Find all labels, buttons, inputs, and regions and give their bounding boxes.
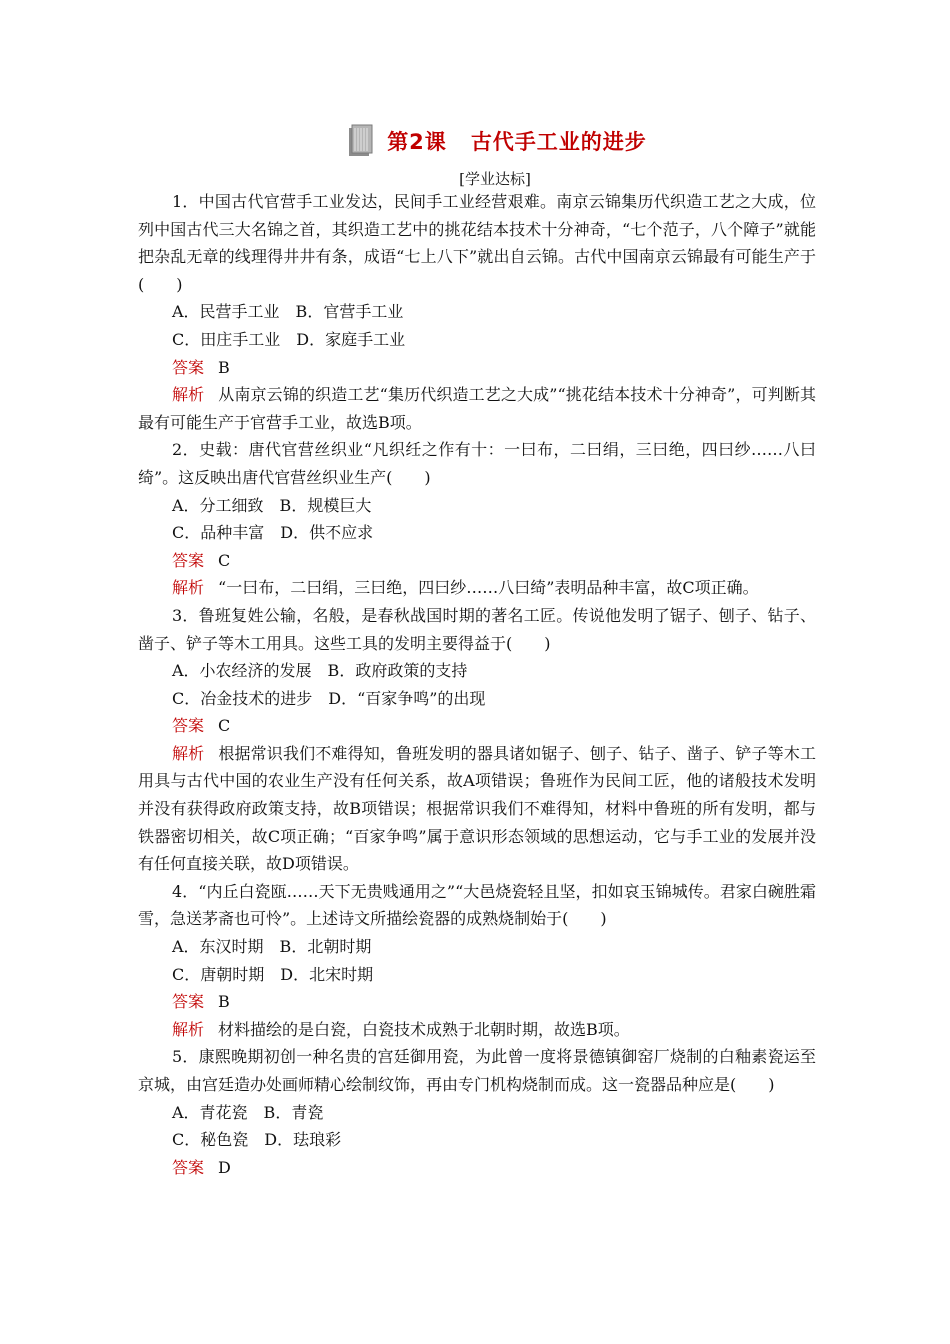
answer-value: B: [218, 357, 230, 377]
question-options: C．秘色瓷 D．珐琅彩: [172, 1130, 342, 1150]
question-options: C．田庄手工业 D．家庭手工业: [172, 329, 406, 349]
page-title: [387, 126, 647, 156]
analysis-label: 解析: [172, 743, 205, 763]
analysis-line: [138, 381, 816, 436]
question-options: A．小农经济的发展 B．政府政策的支持: [172, 661, 468, 681]
answer-label: 答案: [172, 357, 205, 377]
analysis-line: [138, 574, 816, 602]
answer-value: B: [218, 992, 230, 1012]
answer-line: [138, 354, 816, 382]
analysis-text: 根据常识我们不难得知，鲁班发明的器具诸如锯子、刨子、钻子、凿子、铲子等木工用具与古代中国的农业生产没有任何关系，故A项错误；鲁班作为民间工匠，他的诸般技术发明并没有获得政府政策支持，故B项错误；根据常识我们不难得知，材料中鲁班的所有发明，都与铁器密切相关，故C项正确；“百家争鸣”属于意识形态领域的思想运动，它与手工业的发展并没有任何直接关联，故D项错误。: [138, 743, 816, 874]
analysis-text: “一曰布，二曰绢，三曰绝，四曰纱……八曰绮”表明品种丰富，故C项正确。: [218, 578, 759, 598]
question-options: A．民营手工业 B．官营手工业: [172, 302, 404, 322]
analysis-label: 解析: [172, 578, 205, 598]
question-list: [138, 188, 816, 1181]
title-row: [0, 124, 950, 158]
analysis-line: [138, 740, 816, 878]
analysis-label: 解析: [172, 1019, 205, 1039]
answer-line: [138, 1154, 816, 1182]
lesson-title: 古代手工业的进步: [470, 130, 647, 154]
answer-label: 答案: [172, 550, 205, 570]
answer-value: C: [218, 716, 231, 736]
question-options: C．冶金技术的进步 D．“百家争鸣”的出现: [172, 688, 486, 708]
question-options: A．东汉时期 B．北朝时期: [172, 937, 372, 957]
question-stem: 2．史载：唐代官营丝织业“凡织纴之作有十：一曰布，二曰绢，三曰绝，四曰纱……八曰绮”。这反映出唐代官营丝织业生产( ): [138, 440, 816, 487]
analysis-text: 从南京云锦的织造工艺“集历代织造工艺之大成”“挑花结本技术十分神奇”，可判断其最有可能生产于官营手工业，故选B项。: [138, 385, 816, 432]
analysis-label: 解析: [172, 385, 205, 405]
question-stem: 1．中国古代官营手工业发达，民间手工业经营艰难。南京云锦集历代织造工艺之大成，位列中国古代三大名锦之首，其织造工艺中的挑花结本技术十分神奇，“七个范子，八个障子”就能把杂乱无章的线理得井井有条，成语“七上八下”就出自云锦。古代中国南京云锦最有可能生产于( ): [138, 192, 816, 294]
lesson-number: 第2课: [387, 130, 447, 154]
section-tag: [学业达标]: [459, 170, 531, 188]
answer-label: 答案: [172, 992, 205, 1012]
answer-label: 答案: [172, 1157, 205, 1177]
question-stem: 4．“内丘白瓷瓯……天下无贵贱通用之”“大邑烧瓷轻且坚，扣如哀玉锦城传。君家白碗胜霜雪，急送茅斋也可怜”。上述诗文所描绘瓷器的成熟烧制始于( ): [138, 881, 816, 929]
analysis-line: [138, 1016, 816, 1044]
question-options: C．唐朝时期 D．北宋时期: [172, 964, 374, 984]
answer-value: D: [218, 1157, 231, 1177]
question-options: A．分工细致 B．规模巨大: [172, 495, 372, 515]
question-stem: 5．康熙晚期初创一种名贵的宫廷御用瓷，为此曾一度将景德镇御窑厂烧制的白釉素瓷运至京城，由宫廷造办处画师精心绘制纹饰，再由专门机构烧制而成。这一瓷器品种应是( ): [138, 1047, 816, 1094]
analysis-text: 材料描绘的是白瓷，白瓷技术成熟于北朝时期，故选B项。: [218, 1019, 630, 1039]
answer-value: C: [218, 550, 231, 570]
question-options: A．青花瓷 B．青瓷: [172, 1102, 324, 1122]
answer-line: [138, 712, 816, 740]
book-icon: [347, 124, 373, 158]
question-stem: 3．鲁班复姓公输，名般，是春秋战国时期的著名工匠。传说他发明了锯子、刨子、钻子、凿子、铲子等木工用具。这些工具的发明主要得益于( ): [138, 605, 816, 653]
answer-line: [138, 547, 816, 575]
answer-line: [138, 988, 816, 1016]
question-options: C．品种丰富 D．供不应求: [172, 523, 374, 543]
answer-label: 答案: [172, 716, 205, 736]
